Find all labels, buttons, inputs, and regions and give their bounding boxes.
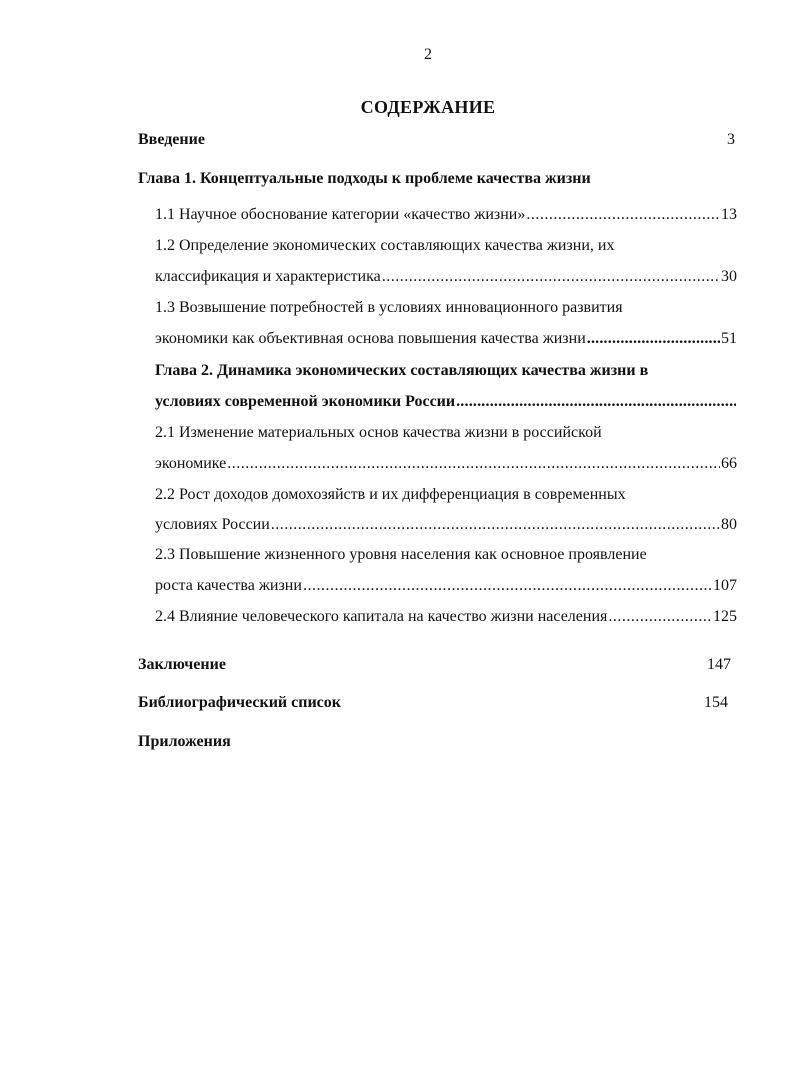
dot-leader	[608, 608, 712, 626]
toc-section-label: 2.4 Влияние человеческого капитала на качество жизни населения	[155, 608, 608, 625]
toc-section-label: экономики как объективная основа повышения качества жизни	[155, 330, 586, 347]
toc-bibliography-page: 154	[704, 694, 728, 711]
toc-section-2-2-line1: 2.2 Рост доходов домохозяйств и их дифференциация в современных	[155, 486, 626, 503]
toc-chapter-label: условиях современной экономики России	[155, 393, 456, 410]
toc-conclusion-label: Заключение	[138, 656, 226, 673]
toc-chapter1-title: Глава 1. Концептуальные подходы к проблеме качества жизни	[138, 170, 591, 187]
toc-intro-label: Введение	[138, 131, 205, 148]
toc-section-2-2	[155, 516, 737, 534]
toc-section-2-3-line1: 2.3 Повышение жизненного уровня населения как основное проявление	[155, 546, 647, 563]
toc-page-number: 80	[721, 516, 737, 533]
dot-leader	[271, 516, 720, 534]
dot-leader	[526, 206, 720, 224]
toc-bibliography-label: Библиографический список	[138, 694, 341, 711]
toc-section-1-3-line1: 1.3 Возвышение потребностей в условиях инновационного развития	[155, 299, 623, 316]
dot-leader	[587, 330, 720, 348]
toc-section-2-3	[155, 577, 737, 595]
toc-section-label: классификация и характеристика	[155, 268, 381, 285]
toc-section-1-2	[155, 268, 737, 286]
toc-section-2-1-line1: 2.1 Изменение материальных основ качества жизни в российской	[155, 424, 602, 441]
toc-section-label: 1.1 Научное обоснование категории «качество жизни»	[155, 206, 526, 223]
toc-section-label: роста качества жизни	[155, 577, 302, 594]
toc-appendix-label: Приложения	[138, 733, 231, 750]
dot-leader	[303, 577, 712, 595]
dot-leader	[382, 268, 720, 286]
toc-section-1-1	[155, 206, 737, 224]
toc-section-1-2-line1: 1.2 Определение экономических составляющих качества жизни, их	[155, 237, 615, 254]
toc-section-label: условиях России	[155, 516, 270, 533]
toc-intro-page: 3	[727, 131, 735, 148]
toc-chapter2-title	[155, 393, 737, 411]
toc-section-1-3	[155, 330, 737, 348]
toc-page-number: 66	[721, 455, 737, 472]
toc-page-number: 13	[721, 206, 737, 223]
page-title: СОДЕРЖАНИЕ	[360, 97, 496, 117]
toc-chapter2-title-line1: Глава 2. Динамика экономических составляющих качества жизни в	[155, 362, 649, 379]
toc-page-number: 51	[721, 330, 737, 347]
dot-leader	[227, 455, 720, 473]
toc-section-2-1	[155, 455, 737, 473]
toc-page-number: 107	[713, 577, 737, 594]
page-number: 2	[424, 46, 432, 63]
toc-conclusion-page: 147	[707, 656, 731, 673]
toc-section-2-4	[155, 608, 737, 626]
toc-page-number: 30	[721, 268, 737, 285]
dot-leader	[456, 393, 736, 411]
toc-page-number: 125	[713, 608, 737, 625]
toc-section-label: экономике	[155, 455, 227, 472]
